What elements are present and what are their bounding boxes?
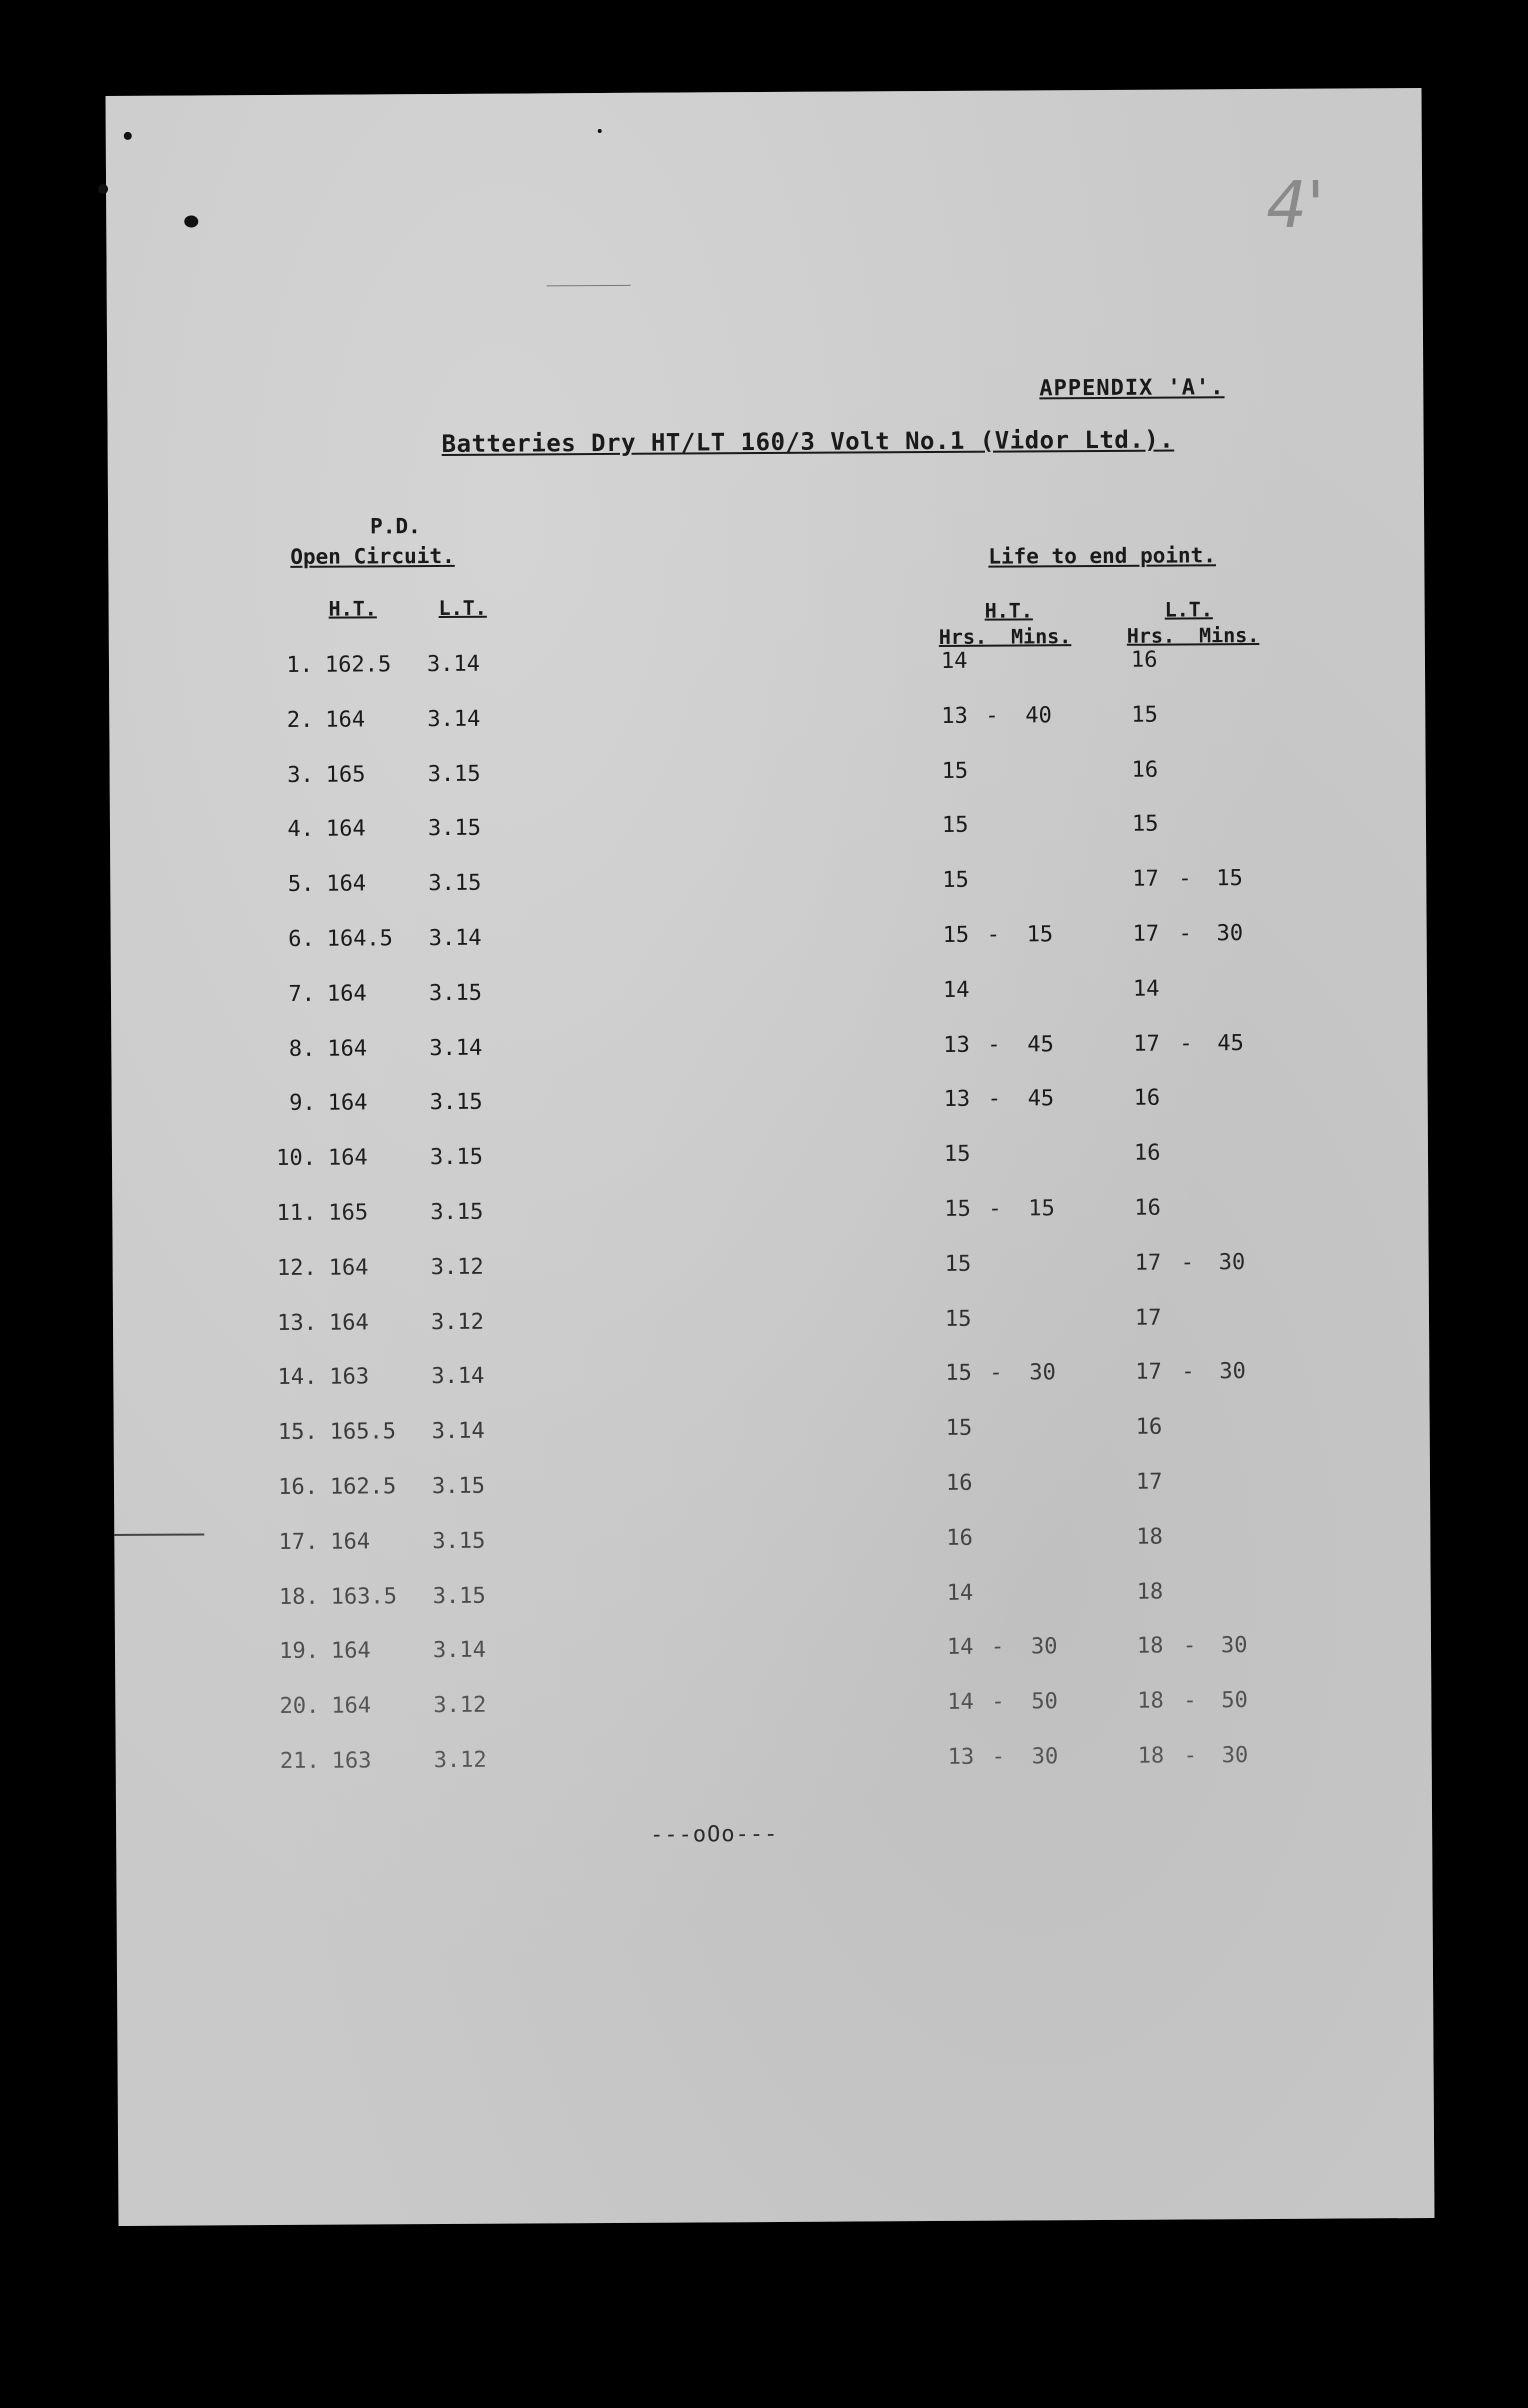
pd-ht-value: 164 [326, 981, 367, 1007]
dash-separator: - [1178, 921, 1192, 947]
dash-separator: - [985, 703, 999, 729]
dash-separator: - [1180, 1250, 1194, 1276]
dash-separator: - [1182, 1633, 1197, 1659]
row-number: 10. [276, 1145, 317, 1172]
pd-ht-value: 165.5 [329, 1419, 396, 1445]
life-lt-hrs: 18 [1136, 1524, 1163, 1550]
table-row [114, 1413, 1430, 1461]
table-row [115, 1578, 1431, 1626]
pd-lt-value: 3.12 [433, 1747, 487, 1774]
life-lt-hrs: 17 [1133, 1031, 1160, 1057]
life-lt-hrs: 17 [1132, 866, 1159, 892]
pd-ht-value: 164 [325, 816, 366, 843]
document-page [106, 88, 1435, 2226]
pd-lt-value: 3.14 [431, 1418, 485, 1445]
life-lt-hrs: 17 [1135, 1360, 1162, 1386]
pd-lt-value: 3.14 [429, 1035, 483, 1061]
pd-lt-value: 3.15 [427, 761, 481, 787]
paper-scratch [547, 285, 631, 287]
life-lt-hrs: 16 [1131, 757, 1159, 783]
life-ht-hrs: 15 [944, 1251, 972, 1277]
ink-speck [598, 129, 602, 133]
life-lt-hrs: 17 [1134, 1250, 1162, 1276]
ink-speck [98, 184, 108, 194]
table-row [111, 975, 1427, 1023]
pd-ht-value: 162.5 [329, 1474, 397, 1500]
table-row [110, 810, 1426, 858]
pd-ht-value: 163 [331, 1748, 372, 1774]
table-row [110, 865, 1426, 913]
life-lt-mins: 15 [1216, 866, 1243, 892]
life-lt-hrs: 18 [1137, 1688, 1164, 1714]
pd-ht-value: 164.5 [326, 926, 393, 952]
life-ht-hrs: 15 [944, 1306, 972, 1332]
dash-separator: - [1183, 1743, 1197, 1769]
life-to-end-point-heading: Life to end point. [988, 543, 1216, 569]
document-title: Batteries Dry HT/LT 160/3 Volt No.1 (Vidor Ltd.). [441, 425, 1175, 458]
end-mark: ---oOo--- [650, 1821, 779, 1848]
table-row [113, 1304, 1429, 1352]
pd-ht-value: 164 [327, 1090, 368, 1117]
pd-lt-value: 3.14 [428, 925, 482, 952]
row-number: 12. [276, 1255, 317, 1281]
life-ht-mins: 15 [1026, 922, 1054, 948]
life-lt-hrs: 18 [1137, 1743, 1165, 1769]
table-row [114, 1523, 1430, 1571]
table-row [109, 646, 1425, 694]
pd-ht-value: 164 [327, 1036, 368, 1062]
table-row [112, 1084, 1428, 1132]
life-lt-mins: 50 [1221, 1688, 1248, 1714]
pd-ht-value: 164 [330, 1529, 371, 1555]
pd-ht-value: 163 [329, 1364, 370, 1391]
life-ht-hrs: 15 [944, 1196, 971, 1222]
dash-separator: - [988, 1196, 1002, 1222]
pd-lt-value: 3.12 [430, 1309, 485, 1335]
life-lt-mins: 30 [1221, 1743, 1249, 1769]
pd-lt-value: 3.15 [432, 1528, 486, 1554]
table-row [114, 1468, 1430, 1516]
pd-label: P.D. [370, 514, 421, 539]
row-number: 21. [279, 1748, 320, 1775]
life-ht-hrs: 13 [943, 1032, 970, 1058]
pd-ht-value: 163.5 [330, 1583, 397, 1610]
pd-ht-value: 164 [325, 707, 366, 733]
table-row [113, 1249, 1429, 1297]
life-ht-mins: 50 [1031, 1689, 1058, 1715]
pd-ht-value: 164 [330, 1638, 371, 1665]
life-lt-header: L.T. [1164, 597, 1213, 622]
open-circuit-label: Open Circuit. [290, 543, 455, 569]
pd-ht-value: 164 [326, 871, 367, 897]
pd-ht-value: 164 [331, 1693, 372, 1719]
dash-separator: - [991, 1689, 1005, 1715]
pd-lt-value: 3.14 [427, 706, 481, 732]
life-ht-hrs: 14 [940, 648, 968, 674]
life-lt-hrs: 17 [1134, 1305, 1162, 1331]
pd-ht-value: 164 [328, 1255, 369, 1281]
life-lt-hrs: 14 [1132, 976, 1160, 1002]
dash-separator: - [987, 1086, 1001, 1113]
dash-separator: - [989, 1360, 1003, 1387]
table-row [112, 1139, 1428, 1187]
dash-separator: - [986, 922, 1000, 948]
pd-lt-value: 3.14 [432, 1638, 487, 1664]
life-ht-mins: 30 [1030, 1634, 1058, 1660]
row-number: 16. [278, 1474, 319, 1501]
life-lt-hrs: 16 [1135, 1414, 1163, 1440]
dash-separator: - [1178, 866, 1192, 892]
pd-ht-value: 165 [325, 762, 366, 788]
dash-separator: - [987, 1032, 1001, 1058]
life-lt-hrs: 18 [1136, 1633, 1164, 1660]
table-row [116, 1742, 1432, 1790]
pd-ht-value: 162.5 [324, 652, 392, 678]
ink-speck [184, 215, 198, 227]
life-ht-hrs: 14 [946, 1580, 974, 1606]
pd-ht-value: 164 [327, 1145, 368, 1171]
dash-separator: - [1179, 1031, 1193, 1057]
life-lt-hrs: 17 [1132, 921, 1160, 947]
life-lt-hrs: 16 [1133, 1140, 1161, 1166]
life-lt-mins: 30 [1219, 1359, 1246, 1385]
life-lt-mins: 30 [1220, 1633, 1248, 1659]
life-lt-mins: 30 [1218, 1249, 1246, 1276]
appendix-label: APPENDIX 'A'. [1039, 375, 1225, 402]
row-number: 13. [277, 1310, 318, 1336]
life-ht-hrs: 15 [941, 813, 969, 839]
pd-lt-value: 3.15 [427, 816, 482, 842]
table-row [110, 756, 1426, 804]
life-lt-hrs: 17 [1135, 1469, 1163, 1495]
life-ht-hrs: 15 [945, 1415, 973, 1442]
pd-ht-value: 165 [328, 1200, 369, 1226]
row-number: 2. [286, 707, 314, 733]
life-lt-hrs: 18 [1136, 1579, 1164, 1605]
life-ht-hrs: 14 [947, 1689, 974, 1716]
life-ht-mins: 45 [1027, 1031, 1054, 1058]
dash-separator: - [1181, 1359, 1195, 1385]
table-row [115, 1632, 1431, 1680]
life-ht-hrs: 13 [943, 1087, 971, 1113]
dash-separator: - [990, 1634, 1005, 1661]
dash-separator: - [1183, 1688, 1197, 1714]
row-number: 1. [286, 652, 314, 678]
pd-lt-value: 3.15 [428, 870, 482, 897]
row-number: 7. [288, 981, 316, 1007]
life-ht-hrs: 16 [946, 1525, 973, 1551]
lt-column-header: L.T. [438, 595, 487, 621]
pd-lt-value: 3.15 [431, 1473, 486, 1500]
life-ht-hrs: 14 [946, 1635, 974, 1661]
table-row [109, 701, 1425, 749]
table-row [115, 1687, 1431, 1735]
life-ht-mins: 30 [1031, 1744, 1059, 1770]
row-number: 3. [287, 762, 314, 788]
row-number: 19. [279, 1639, 320, 1665]
life-ht-header: H.T. [984, 598, 1033, 623]
life-ht-hrs: 14 [942, 977, 970, 1003]
pd-lt-value: 3.14 [426, 651, 481, 678]
row-number: 5. [287, 871, 315, 898]
life-lt-mins: 30 [1216, 921, 1244, 947]
life-lt-hrs: 16 [1134, 1195, 1161, 1221]
life-ht-hrs: 13 [941, 703, 968, 729]
life-lt-hrs: 16 [1133, 1086, 1161, 1112]
row-number: 6. [288, 926, 315, 952]
life-ht-hrs: 13 [947, 1744, 975, 1770]
life-lt-hrs: 15 [1131, 812, 1159, 838]
life-ht-mins: 45 [1027, 1086, 1055, 1112]
life-ht-hrs: 15 [945, 1361, 972, 1387]
row-number: 15. [277, 1419, 318, 1446]
page-number: 4' [1265, 168, 1325, 243]
life-ht-mins: 30 [1029, 1360, 1056, 1386]
life-ht-mins: 40 [1025, 703, 1052, 729]
pd-lt-value: 3.15 [430, 1199, 484, 1226]
life-ht-hrs: 15 [943, 1141, 971, 1168]
life-ht-hrs-mins-header: Hrs. Mins. [938, 624, 1072, 649]
row-number: 4. [287, 817, 315, 843]
row-number: 17. [278, 1529, 319, 1555]
row-number: 20. [279, 1693, 320, 1720]
row-number: 8. [288, 1036, 316, 1062]
life-ht-hrs: 15 [942, 922, 970, 948]
pd-lt-value: 3.15 [432, 1583, 486, 1609]
life-lt-hrs-mins-header: Hrs. Mins. [1126, 623, 1260, 648]
pd-lt-value: 3.15 [429, 1144, 484, 1171]
table-row [112, 1194, 1428, 1242]
life-ht-hrs: 15 [942, 867, 969, 894]
table-row [111, 1030, 1427, 1078]
ink-speck [124, 132, 132, 140]
life-ht-hrs: 16 [945, 1470, 973, 1496]
life-lt-hrs: 15 [1131, 702, 1158, 728]
pd-lt-value: 3.14 [431, 1364, 485, 1390]
table-row [111, 920, 1427, 968]
row-number: 11. [276, 1200, 317, 1227]
life-ht-hrs: 15 [941, 758, 969, 784]
life-lt-hrs: 16 [1130, 647, 1158, 673]
life-lt-mins: 45 [1217, 1030, 1244, 1056]
pd-lt-value: 3.15 [428, 980, 483, 1006]
row-number: 14. [277, 1365, 318, 1391]
row-number: 9. [289, 1091, 316, 1117]
pd-lt-value: 3.15 [429, 1090, 483, 1116]
dash-separator: - [991, 1744, 1005, 1770]
ht-column-header: H.T. [328, 596, 377, 621]
pd-ht-value: 164 [328, 1310, 369, 1336]
row-number: 18. [278, 1584, 319, 1610]
table-row [113, 1358, 1429, 1406]
pd-lt-value: 3.12 [430, 1254, 484, 1280]
life-ht-mins: 15 [1028, 1196, 1055, 1222]
pd-lt-value: 3.12 [433, 1692, 487, 1719]
